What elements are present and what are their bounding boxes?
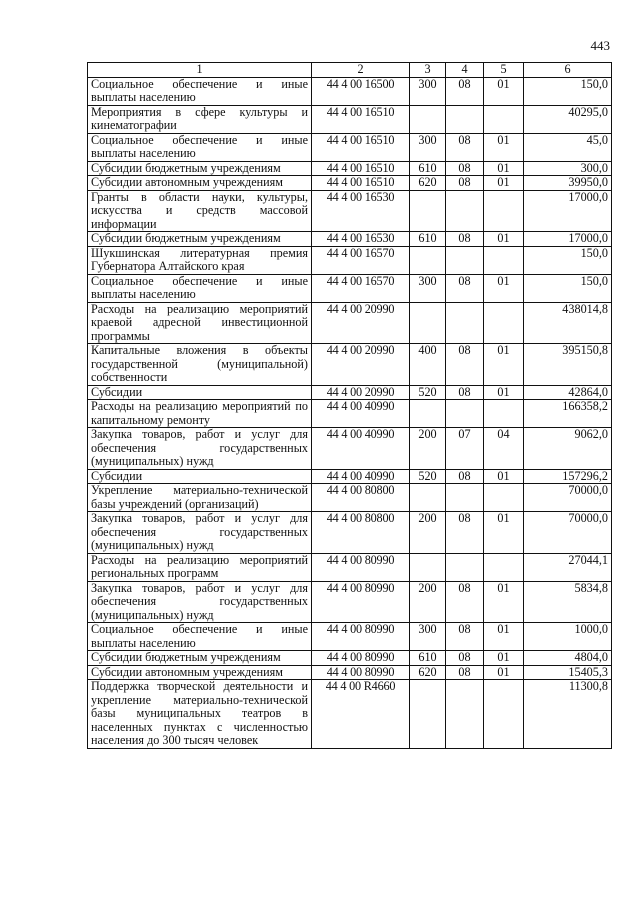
table-row bbox=[88, 581, 612, 623]
row-code-cell: 44 4 00 20990 bbox=[312, 302, 410, 344]
row-rz-cell: 08 bbox=[446, 77, 484, 105]
table-row bbox=[88, 161, 612, 176]
row-name-cell: Субсидии автономным учреждениям bbox=[88, 665, 312, 680]
row-sum-cell: 150,0 bbox=[524, 274, 612, 302]
table-row bbox=[88, 428, 612, 470]
row-vr-cell: 300 bbox=[410, 623, 446, 651]
table-row bbox=[88, 484, 612, 512]
row-rz-cell: 08 bbox=[446, 176, 484, 191]
row-code-cell: 44 4 00 80990 bbox=[312, 581, 410, 623]
row-sum-cell: 395150,8 bbox=[524, 344, 612, 386]
row-pr-cell: 01 bbox=[484, 385, 524, 400]
row-rz-cell: 08 bbox=[446, 232, 484, 247]
row-sum-cell: 17000,0 bbox=[524, 190, 612, 232]
row-rz-cell: 08 bbox=[446, 133, 484, 161]
table-row bbox=[88, 665, 612, 680]
table-row bbox=[88, 680, 612, 749]
row-rz-cell: 08 bbox=[446, 623, 484, 651]
row-sum-cell: 9062,0 bbox=[524, 428, 612, 470]
row-code-cell: 44 4 00 16500 bbox=[312, 77, 410, 105]
row-name-cell: Расходы на реализацию мероприятий региональных программ bbox=[88, 553, 312, 581]
table-row bbox=[88, 190, 612, 232]
row-pr-cell: 01 bbox=[484, 581, 524, 623]
row-name-cell: Закупка товаров, работ и услуг для обеспечения государственных (муниципальных) нужд bbox=[88, 581, 312, 623]
row-sum-cell: 45,0 bbox=[524, 133, 612, 161]
row-name-cell: Мероприятия в сфере культуры и кинематографии bbox=[88, 105, 312, 133]
row-sum-cell: 70000,0 bbox=[524, 484, 612, 512]
row-pr-cell bbox=[484, 680, 524, 749]
row-vr-cell bbox=[410, 105, 446, 133]
budget-table bbox=[87, 62, 612, 749]
row-name-cell: Закупка товаров, работ и услуг для обеспечения государственных (муниципальных) нужд bbox=[88, 512, 312, 554]
row-code-cell: 44 4 00 80800 bbox=[312, 512, 410, 554]
row-vr-cell: 300 bbox=[410, 77, 446, 105]
row-rz-cell: 08 bbox=[446, 512, 484, 554]
row-sum-cell: 157296,2 bbox=[524, 469, 612, 484]
row-name-cell: Закупка товаров, работ и услуг для обеспечения государственных (муниципальных) нужд bbox=[88, 428, 312, 470]
row-name-cell: Шукшинская литературная премия Губернатора Алтайского края bbox=[88, 246, 312, 274]
row-code-cell: 44 4 00 20990 bbox=[312, 344, 410, 386]
row-vr-cell bbox=[410, 484, 446, 512]
row-rz-cell bbox=[446, 553, 484, 581]
row-rz-cell: 08 bbox=[446, 344, 484, 386]
row-name-cell: Субсидии бюджетным учреждениям bbox=[88, 651, 312, 666]
row-rz-cell bbox=[446, 302, 484, 344]
row-vr-cell: 610 bbox=[410, 161, 446, 176]
row-vr-cell bbox=[410, 553, 446, 581]
row-vr-cell: 610 bbox=[410, 651, 446, 666]
row-pr-cell: 01 bbox=[484, 665, 524, 680]
row-vr-cell bbox=[410, 190, 446, 232]
row-vr-cell bbox=[410, 400, 446, 428]
row-pr-cell: 01 bbox=[484, 77, 524, 105]
row-sum-cell: 166358,2 bbox=[524, 400, 612, 428]
row-vr-cell: 520 bbox=[410, 385, 446, 400]
page-number: 443 bbox=[590, 38, 610, 53]
row-sum-cell: 150,0 bbox=[524, 77, 612, 105]
row-name-cell: Субсидии бюджетным учреждениям bbox=[88, 161, 312, 176]
row-sum-cell: 17000,0 bbox=[524, 232, 612, 247]
row-code-cell: 44 4 00 16510 bbox=[312, 133, 410, 161]
row-pr-cell: 01 bbox=[484, 133, 524, 161]
table-row bbox=[88, 553, 612, 581]
row-vr-cell: 520 bbox=[410, 469, 446, 484]
row-code-cell: 44 4 00 40990 bbox=[312, 469, 410, 484]
table-row bbox=[88, 344, 612, 386]
row-rz-cell: 08 bbox=[446, 581, 484, 623]
row-code-cell: 44 4 00 80990 bbox=[312, 651, 410, 666]
row-pr-cell: 04 bbox=[484, 428, 524, 470]
row-vr-cell: 620 bbox=[410, 665, 446, 680]
row-rz-cell bbox=[446, 484, 484, 512]
table-row bbox=[88, 512, 612, 554]
row-sum-cell: 4804,0 bbox=[524, 651, 612, 666]
row-name-cell: Укрепление материально-технической базы учреждений (организаций) bbox=[88, 484, 312, 512]
row-code-cell: 44 4 00 16530 bbox=[312, 190, 410, 232]
row-name-cell: Субсидии автономным учреждениям bbox=[88, 176, 312, 191]
row-code-cell: 44 4 00 80990 bbox=[312, 553, 410, 581]
row-rz-cell bbox=[446, 680, 484, 749]
table-row bbox=[88, 133, 612, 161]
row-vr-cell: 300 bbox=[410, 133, 446, 161]
row-code-cell: 44 4 00 80990 bbox=[312, 665, 410, 680]
row-code-cell: 44 4 00 16510 bbox=[312, 176, 410, 191]
row-sum-cell: 438014,8 bbox=[524, 302, 612, 344]
row-code-cell: 44 4 00 16570 bbox=[312, 246, 410, 274]
table-row bbox=[88, 274, 612, 302]
row-pr-cell: 01 bbox=[484, 232, 524, 247]
row-name-cell: Субсидии bbox=[88, 469, 312, 484]
row-vr-cell: 200 bbox=[410, 581, 446, 623]
row-name-cell: Гранты в области науки, культуры, искусства и средств массовой информации bbox=[88, 190, 312, 232]
row-sum-cell: 27044,1 bbox=[524, 553, 612, 581]
row-rz-cell: 07 bbox=[446, 428, 484, 470]
row-pr-cell: 01 bbox=[484, 344, 524, 386]
row-sum-cell: 300,0 bbox=[524, 161, 612, 176]
row-pr-cell: 01 bbox=[484, 623, 524, 651]
row-pr-cell bbox=[484, 484, 524, 512]
row-code-cell: 44 4 00 20990 bbox=[312, 385, 410, 400]
row-code-cell: 44 4 00 16510 bbox=[312, 105, 410, 133]
row-pr-cell: 01 bbox=[484, 469, 524, 484]
row-pr-cell bbox=[484, 246, 524, 274]
table-row bbox=[88, 385, 612, 400]
row-sum-cell: 40295,0 bbox=[524, 105, 612, 133]
table-row bbox=[88, 176, 612, 191]
row-code-cell: 44 4 00 80800 bbox=[312, 484, 410, 512]
row-rz-cell bbox=[446, 246, 484, 274]
row-code-cell: 44 4 00 16570 bbox=[312, 274, 410, 302]
row-name-cell: Социальное обеспечение и иные выплаты населению bbox=[88, 77, 312, 105]
row-name-cell: Расходы на реализацию мероприятий по капитальному ремонту bbox=[88, 400, 312, 428]
row-name-cell: Социальное обеспечение и иные выплаты населению bbox=[88, 133, 312, 161]
row-vr-cell bbox=[410, 246, 446, 274]
row-rz-cell: 08 bbox=[446, 651, 484, 666]
row-sum-cell: 39950,0 bbox=[524, 176, 612, 191]
row-pr-cell bbox=[484, 553, 524, 581]
table-row bbox=[88, 469, 612, 484]
row-vr-cell: 200 bbox=[410, 428, 446, 470]
row-code-cell: 44 4 00 16510 bbox=[312, 161, 410, 176]
row-sum-cell: 70000,0 bbox=[524, 512, 612, 554]
table-row bbox=[88, 105, 612, 133]
column-header-vr: 3 bbox=[410, 63, 446, 78]
row-name-cell: Расходы на реализацию мероприятий краевой адресной инвестиционной программы bbox=[88, 302, 312, 344]
row-sum-cell: 11300,8 bbox=[524, 680, 612, 749]
row-rz-cell: 08 bbox=[446, 385, 484, 400]
row-rz-cell: 08 bbox=[446, 469, 484, 484]
row-sum-cell: 150,0 bbox=[524, 246, 612, 274]
row-rz-cell bbox=[446, 105, 484, 133]
row-vr-cell: 400 bbox=[410, 344, 446, 386]
row-name-cell: Капитальные вложения в объекты государственной (муниципальной) собственности bbox=[88, 344, 312, 386]
table-header-row bbox=[88, 63, 612, 78]
table-row bbox=[88, 623, 612, 651]
table-row bbox=[88, 651, 612, 666]
row-code-cell: 44 4 00 40990 bbox=[312, 400, 410, 428]
row-vr-cell: 620 bbox=[410, 176, 446, 191]
row-pr-cell bbox=[484, 302, 524, 344]
row-rz-cell: 08 bbox=[446, 274, 484, 302]
row-pr-cell bbox=[484, 105, 524, 133]
row-vr-cell bbox=[410, 302, 446, 344]
table-row bbox=[88, 232, 612, 247]
row-pr-cell bbox=[484, 400, 524, 428]
table-row bbox=[88, 302, 612, 344]
row-pr-cell: 01 bbox=[484, 651, 524, 666]
row-pr-cell: 01 bbox=[484, 274, 524, 302]
row-sum-cell: 42864,0 bbox=[524, 385, 612, 400]
row-pr-cell bbox=[484, 190, 524, 232]
row-pr-cell: 01 bbox=[484, 176, 524, 191]
row-rz-cell bbox=[446, 400, 484, 428]
row-pr-cell: 01 bbox=[484, 512, 524, 554]
row-name-cell: Социальное обеспечение и иные выплаты населению bbox=[88, 623, 312, 651]
row-code-cell: 44 4 00 80990 bbox=[312, 623, 410, 651]
row-sum-cell: 5834,8 bbox=[524, 581, 612, 623]
row-code-cell: 44 4 00 16530 bbox=[312, 232, 410, 247]
row-code-cell: 44 4 00 40990 bbox=[312, 428, 410, 470]
row-name-cell: Субсидии bbox=[88, 385, 312, 400]
column-header-pr: 5 bbox=[484, 63, 524, 78]
row-vr-cell: 610 bbox=[410, 232, 446, 247]
row-rz-cell: 08 bbox=[446, 161, 484, 176]
row-vr-cell bbox=[410, 680, 446, 749]
row-sum-cell: 15405,3 bbox=[524, 665, 612, 680]
row-name-cell: Социальное обеспечение и иные выплаты населению bbox=[88, 274, 312, 302]
table-row bbox=[88, 400, 612, 428]
column-header-name: 1 bbox=[88, 63, 312, 78]
column-header-sum: 6 bbox=[524, 63, 612, 78]
row-pr-cell: 01 bbox=[484, 161, 524, 176]
row-rz-cell: 08 bbox=[446, 665, 484, 680]
column-header-rz: 4 bbox=[446, 63, 484, 78]
row-sum-cell: 1000,0 bbox=[524, 623, 612, 651]
row-code-cell: 44 4 00 R4660 bbox=[312, 680, 410, 749]
table-row bbox=[88, 77, 612, 105]
row-vr-cell: 300 bbox=[410, 274, 446, 302]
column-header-code: 2 bbox=[312, 63, 410, 78]
row-rz-cell bbox=[446, 190, 484, 232]
table-body bbox=[88, 77, 612, 748]
table-row bbox=[88, 246, 612, 274]
row-name-cell: Поддержка творческой деятельности и укрепление материально-технической базы муниципальных театров в населенных пунктах с численностью населения до 300 тысяч человек bbox=[88, 680, 312, 749]
row-name-cell: Субсидии бюджетным учреждениям bbox=[88, 232, 312, 247]
row-vr-cell: 200 bbox=[410, 512, 446, 554]
